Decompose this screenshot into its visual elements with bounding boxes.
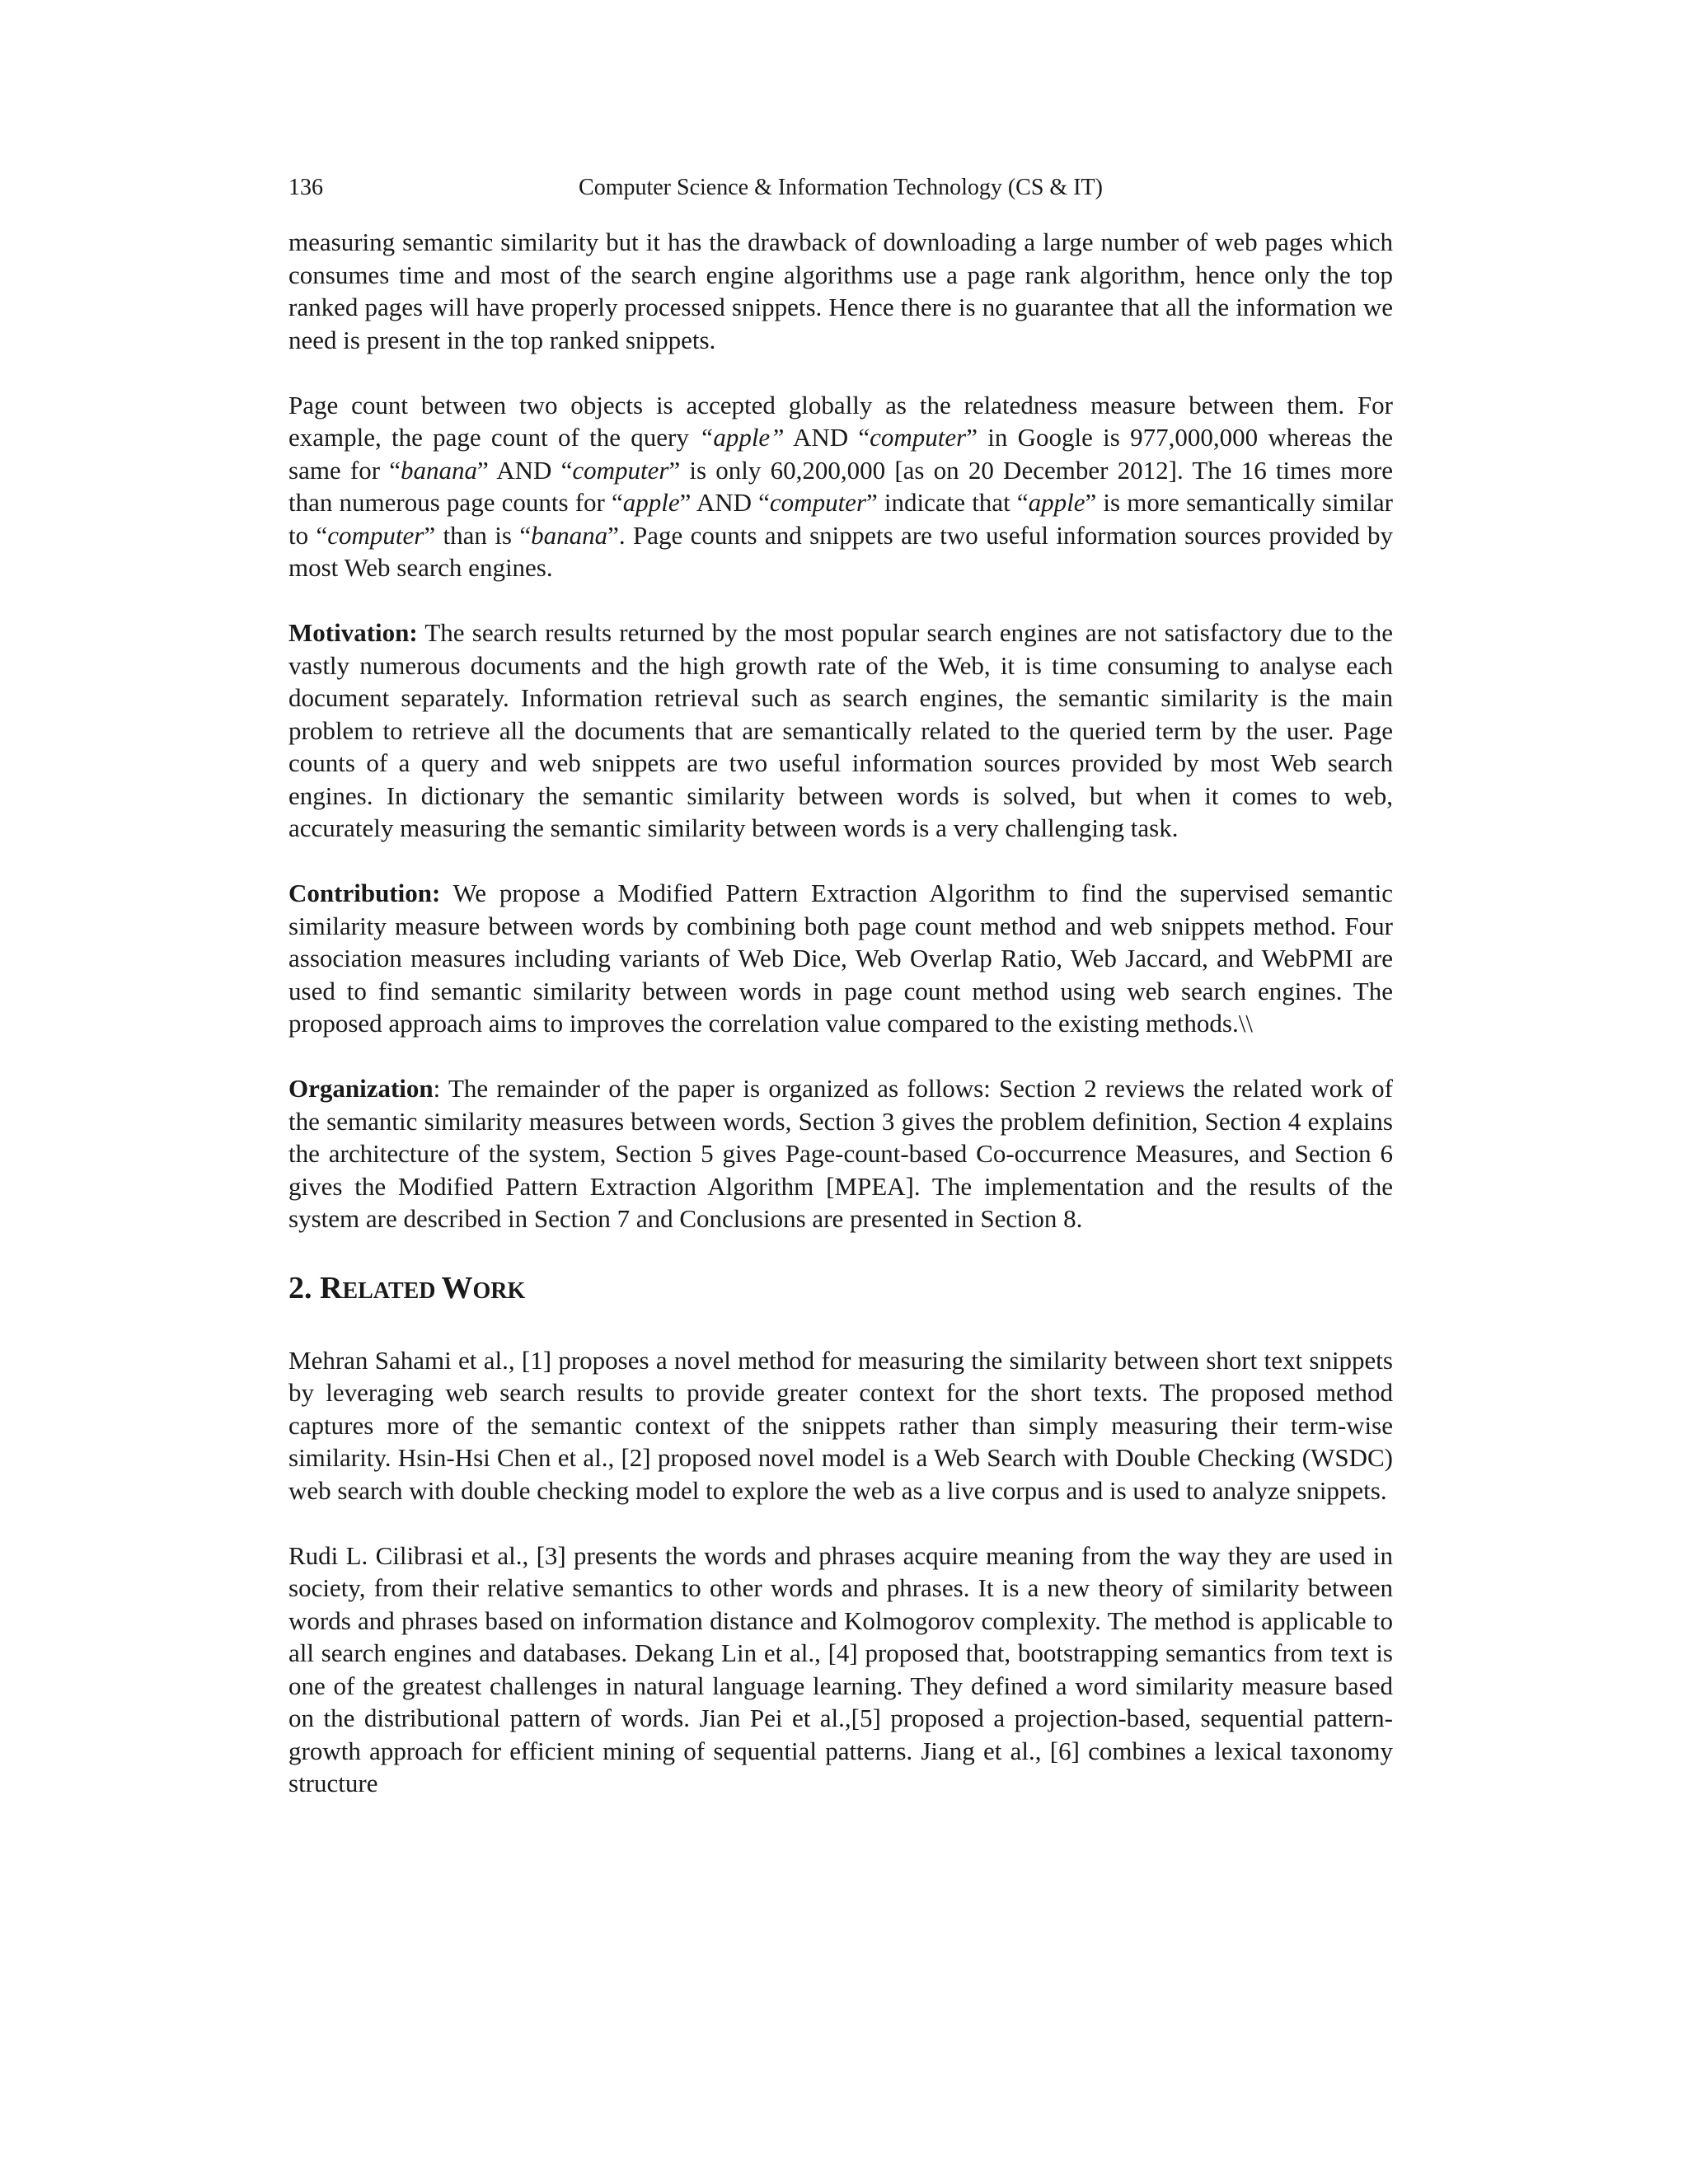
paragraph-related-work-1: Mehran Sahami et al., [1] proposes a novel method for measuring the similarity between short text snippets by leveraging web search results to provide greater context for the short texts. The proposed method captures more of the semantic context of the snippets rather than simply measuring their term-wise similarity. Hsin-Hsi Chen et al., [2] proposed novel model is a Web Search with Double Checking (WSDC) web search with double checking model to explore the web as a live corpus and is used to analyze snippets. [288,1345,1393,1505]
paragraph-related-work-2: Rudi L. Cilibrasi et al., [3] presents the words and phrases acquire meaning from the way they are used in society, from their relative semantics to other words and phrases. It is a new theory of similarity between words and phrases based on information distance and Kolmogorov complexity. The method is applicable to all search engines and databases. Dekang Lin et al., [4] proposed that, bootstrapping semantics from text is one of the greatest challenges in natural language learning. They defined a word similarity measure based on the distributional pattern of words. Jian Pei et al.,[5] proposed a projection-based, sequential pattern-growth approach for efficient mining of sequential patterns. Jiang et al., [6] combines a lexical taxonomy structure [288,1540,1393,1797]
motivation-label: Motivation: [288,618,418,647]
journal-title: Computer Science & Information Technology (CS & IT) [579,175,1103,200]
paragraph-intro-continued: measuring semantic similarity but it has the drawback of downloading a large number of web pages which consumes time and most of the search engine algorithms use a page rank algorithm, hence only the top ranked pages will have properly processed snippets. Hence there is no guarantee that all the information we need is present in the top ranked snippets. [288,227,1393,354]
page-content [288,171,1393,1800]
running-header [288,171,1393,204]
section-heading-related-work: 2. RELATED WORK [288,1270,526,1305]
paragraph-contribution: Contribution: We propose a Modified Pattern Extraction Algorithm to find the supervised semantic similarity measure between words by combining both page count method and web snippets method. Four association measures including variants of Web Dice, Web Overlap Ratio, Web Jaccard, and WebPMI are used to find semantic similarity between words in page count method using web search engines. The proposed approach aims to improves the correlation value compared to the existing methods.\\ [288,879,1393,1038]
page-number: 136 [288,175,323,200]
paragraph-organization: Organization: The remainder of the paper is organized as follows: Section 2 reviews the related work of the semantic similarity measures between words, Section 3 gives the problem definition, Section 4 explains the architecture of the system, Section 5 gives Page-count-based Co-occurrence Measures, and Section 6 gives the Modified Pattern Extraction Algorithm [MPEA]. The implementation and the results of the system are described in Section 7 and Conclusions are presented in Section 8. [288,1074,1393,1233]
contribution-label: Contribution: [288,879,441,907]
organization-label: Organization [288,1074,434,1103]
paragraph-page-count: Page count between two objects is accepted globally as the relatedness measure between them. For example, the page count of the query “apple” AND “computer” in Google is 977,000,000 whereas the same for “banana” AND “computer” is only 60,200,000 [as on 20 December 2012]. The 16 times more than numerous page counts for “apple” AND “computer” indicate that “apple” is more semantically similar to “computer” than is “banana”. Page counts and snippets are two useful information sources provided by most Web search engines. [288,390,1394,582]
paragraph-motivation: Motivation: The search results returned by the most popular search engines are not satisfactory due to the vastly numerous documents and the high growth rate of the Web, it is time consuming to analyse each document separately. Information retrieval such as search engines, the semantic similarity is the main problem to retrieve all the documents that are semantically related to the queried term by the user. Page counts of a query and web snippets are two useful information sources provided by most Web search engines. In dictionary the semantic similarity between words is solved, but when it comes to web, accurately measuring the semantic similarity between words is a very challenging task. [288,618,1393,842]
